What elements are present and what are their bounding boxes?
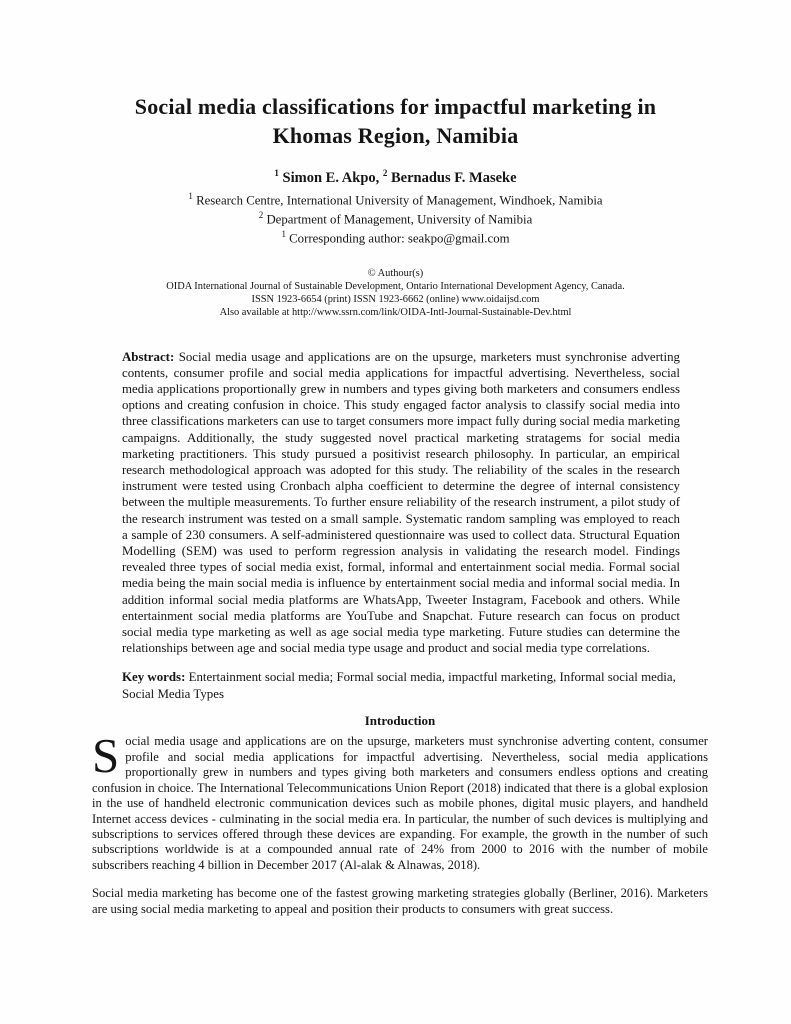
- affiliation-1: [0, 189, 791, 208]
- abstract-text: Social media usage and applications are on the upsurge, marketers must synchronise adverting contents, consumer profile and social media applications for impactful advertising. Nevertheless, social media applications proportionally grew in numbers and types giving both marketers and consumers endless options and creating confusion in choice. This study engaged factor analysis to classify social media into three classifications marketers can use to target consumers more impact fully during social media marketing campaigns. Additionally, the study suggested novel practical marketing stratagems for social media marketing practitioners. This study pursued a positivist research philosophy. In particular, an empirical research methodological approach was adopted for this study. The reliability of the scales in the research instrument were tested using Cronbach alpha coefficient to determine the degree of internal consistency between the multiple measurements. To further ensure reliability of the research instrument, a pilot study of the research instrument was tested on a small sample. Systematic random sampling was employed to reach a sample of 230 consumers. A self-administered questionnaire was used to collect data. Structural Equation Modelling (SEM) was used to perform regression analysis in validating the research model. Findings revealed three types of social media exist, formal, informal and entertainment social media. Formal social media being the main social media is influence by entertainment social media and informal social media. In addition informal social media platforms are WhatsApp, Tweeter Instagram, Facebook and others. While entertainment social media platforms are YouTube and Snapchat. Future research can focus on product social media type marketing as well as age social media type marketing. Future studies can determine the relationships between age and social media type usage and product and social media type correlations.: [122, 349, 680, 656]
- corresponding-author-superscript: 1: [281, 229, 286, 240]
- keywords-paragraph: [122, 669, 680, 702]
- affiliation-1-superscript: 1: [188, 190, 193, 201]
- copyright-line: © Authour(s): [367, 267, 424, 279]
- abstract-paragraph: [122, 349, 680, 657]
- affiliations-block: [0, 189, 791, 247]
- affiliation-1-text: Research Centre, International University of Management, Windhoek, Namibia: [196, 193, 603, 208]
- abstract-label: Abstract:: [122, 349, 175, 364]
- author-2: [383, 170, 517, 186]
- introduction-paragraph-2: Social media marketing has become one of the fastest growing marketing strategies globally (Berliner, 2016). Marketers are using social media marketing to appeal and position their products to consumers with great success.: [92, 886, 708, 916]
- corresponding-author-text: Corresponding author: seakpo@gmail.com: [289, 231, 510, 246]
- paper-title-line2: Khomas Region, Namibia: [272, 123, 519, 148]
- dropcap-letter: S: [92, 728, 120, 784]
- affiliation-2-text: Department of Management, University of Namibia: [266, 212, 533, 227]
- paper-title-line1: Social media classifications for impactful marketing in: [134, 94, 657, 119]
- journal-imprint-block: [0, 267, 791, 319]
- introduction-paragraph-1-text: ocial media usage and applications are on the upsurge, marketers must synchronise adverting content, consumer profile and social media applications for impactful advertising. Nevertheless, social media applications proportionally grew in numbers and types giving both marketers and consumers endless options and creating confusion in choice. The International Telecommunications Union Report (2018) indicated that there is a global explosion in the use of handheld electronic communication devices such as mobile phones, digital music players, and handheld Internet access devices - culminating in the social media era. In particular, the number of such devices is multiplying and subscriptions to services offered through these devices are expanding. For example, the growth in the number of such subscriptions worldwide is at a compounded annual rate of 24% from 2000 to 2016 with the number of mobile subscribers reaching 4 billion in December 2017 (Al-alak & Alnawas, 2018).: [92, 734, 708, 872]
- affiliation-2-superscript: 2: [258, 210, 264, 221]
- author-1-name: Simon E. Akpo,: [282, 169, 380, 186]
- authors-line: [0, 164, 791, 187]
- author-2-name: Bernadus F. Maseke: [391, 169, 517, 186]
- keywords-label: Key words:: [122, 670, 186, 685]
- paper-title: [0, 92, 791, 150]
- issn-line: ISSN 1923-6654 (print) ISSN 1923-6662 (online) www.oidaijsd.com: [251, 293, 540, 305]
- author-2-superscript: 2: [382, 168, 388, 178]
- keywords-text: Entertainment social media; Formal social media, impactful marketing, Informal social media, Social Media Types: [122, 670, 676, 701]
- availability-line: Also available at http://www.ssrn.com/link/OIDA-Intl-Journal-Sustainable-Dev.html: [219, 306, 572, 318]
- author-1: [274, 170, 379, 186]
- author-1-superscript: 1: [274, 168, 279, 178]
- journal-name-line: OIDA International Journal of Sustainable Development, Ontario International Development Agency, Canada.: [166, 280, 625, 292]
- affiliation-2: [0, 208, 791, 227]
- introduction-paragraph-1: [92, 728, 708, 873]
- corresponding-author-line: [0, 227, 791, 246]
- introduction-heading: Introduction: [364, 713, 436, 729]
